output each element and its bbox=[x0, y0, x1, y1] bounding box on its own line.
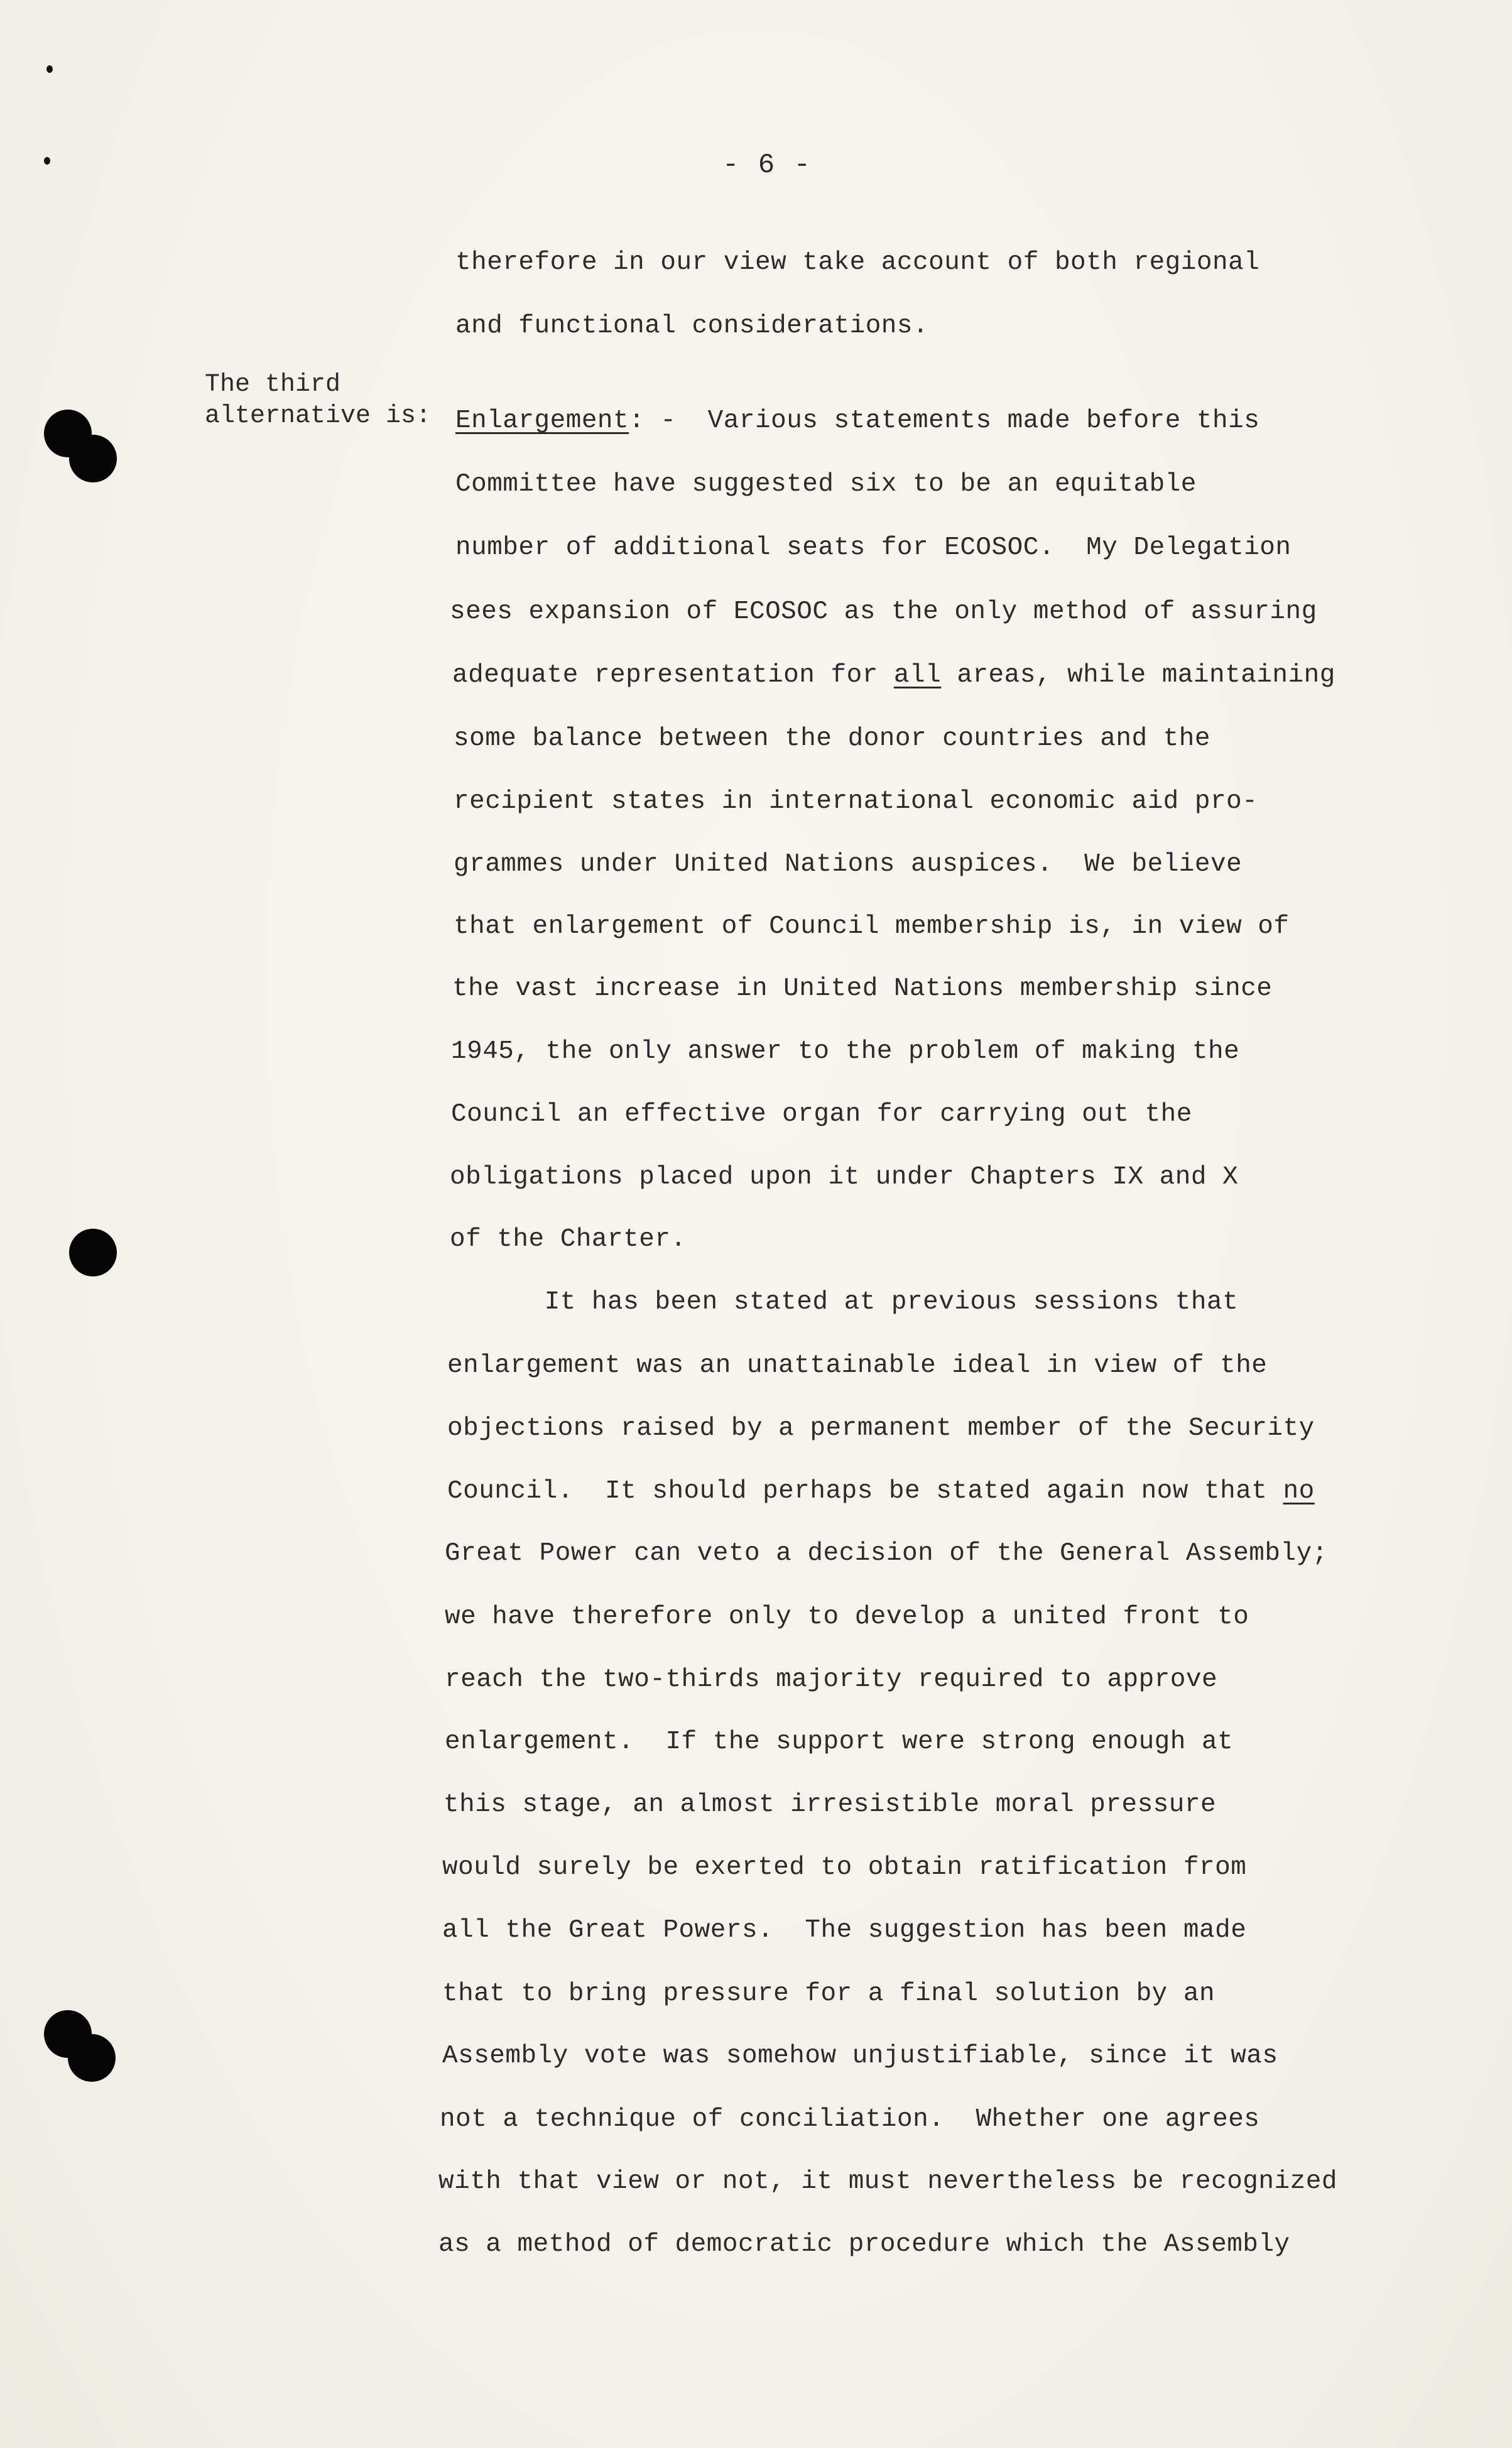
text-segment: : - Various statements made before this bbox=[629, 406, 1260, 435]
ink-speck bbox=[46, 65, 53, 73]
text-line: that to bring pressure for a final solution by an bbox=[442, 1979, 1216, 2008]
text-line: grammes under United Nations auspices. We believe bbox=[454, 850, 1243, 879]
punch-hole bbox=[69, 435, 117, 482]
text-line: we have therefore only to develop a united front to bbox=[445, 1602, 1249, 1631]
text-line bbox=[452, 661, 1335, 690]
ink-speck bbox=[44, 157, 50, 165]
text-line: not a technique of conciliation. Whether one agrees bbox=[440, 2105, 1260, 2134]
text-line: Council an effective organ for carrying out the bbox=[451, 1100, 1192, 1129]
text-line: this stage, an almost irresistible moral pressure bbox=[443, 1790, 1217, 1819]
underlined-word: all bbox=[893, 661, 942, 690]
margin-note bbox=[205, 369, 431, 432]
text-line: recipient states in international economic aid pro- bbox=[454, 787, 1258, 816]
text-line: some balance between the donor countries and the bbox=[454, 724, 1210, 753]
text-line: enlargement was an unattainable ideal in view of the bbox=[447, 1351, 1268, 1380]
text-line bbox=[455, 406, 1259, 435]
margin-note-line: alternative is: bbox=[205, 402, 432, 430]
text-segment: areas, while maintaining bbox=[941, 661, 1335, 690]
margin-note-line: The third bbox=[205, 371, 341, 399]
underlined-word: no bbox=[1283, 1477, 1315, 1506]
text-segment: Council. It should perhaps be stated again now that bbox=[447, 1477, 1283, 1506]
punch-hole bbox=[69, 1229, 117, 1276]
text-line: enlargement. If the support were strong enough at bbox=[445, 1727, 1234, 1756]
text-line: therefore in our view take account of both regional bbox=[455, 248, 1260, 277]
text-line: as a method of democratic procedure which the Assembly bbox=[438, 2230, 1290, 2259]
text-line: sees expansion of ECOSOC as the only method of assuring bbox=[450, 597, 1317, 626]
page-number: - 6 - bbox=[722, 150, 812, 181]
text-line: obligations placed upon it under Chapters IX and X bbox=[450, 1163, 1239, 1192]
text-line bbox=[447, 1477, 1315, 1506]
text-line: Assembly vote was somehow unjustifiable, since it was bbox=[442, 2042, 1278, 2070]
text-line: would surely be exerted to obtain ratification from bbox=[442, 1853, 1247, 1882]
text-line: the vast increase in United Nations membership since bbox=[452, 974, 1273, 1003]
text-line: It has been stated at previous sessions that bbox=[450, 1288, 1239, 1317]
text-line: 1945, the only answer to the problem of making the bbox=[451, 1037, 1240, 1066]
text-line: with that view or not, it must nevertheless be recognized bbox=[438, 2167, 1337, 2196]
text-line: all the Great Powers. The suggestion has been made bbox=[442, 1916, 1247, 1945]
text-line: number of additional seats for ECOSOC. My Delegation bbox=[455, 533, 1292, 562]
text-line: and functional considerations. bbox=[455, 312, 929, 340]
text-line: that enlargement of Council membership is, in view of bbox=[454, 912, 1290, 941]
underlined-word: Enlargement bbox=[455, 406, 629, 435]
punch-hole bbox=[68, 2034, 116, 2082]
text-segment: adequate representation for bbox=[452, 661, 894, 690]
text-line: of the Charter. bbox=[450, 1225, 687, 1254]
text-line: Committee have suggested six to be an equitable bbox=[455, 470, 1197, 499]
text-line: reach the two-thirds majority required to approve bbox=[445, 1665, 1218, 1694]
text-line: Great Power can veto a decision of the General Assembly; bbox=[445, 1539, 1328, 1568]
text-line: objections raised by a permanent member of the Security bbox=[447, 1414, 1315, 1443]
